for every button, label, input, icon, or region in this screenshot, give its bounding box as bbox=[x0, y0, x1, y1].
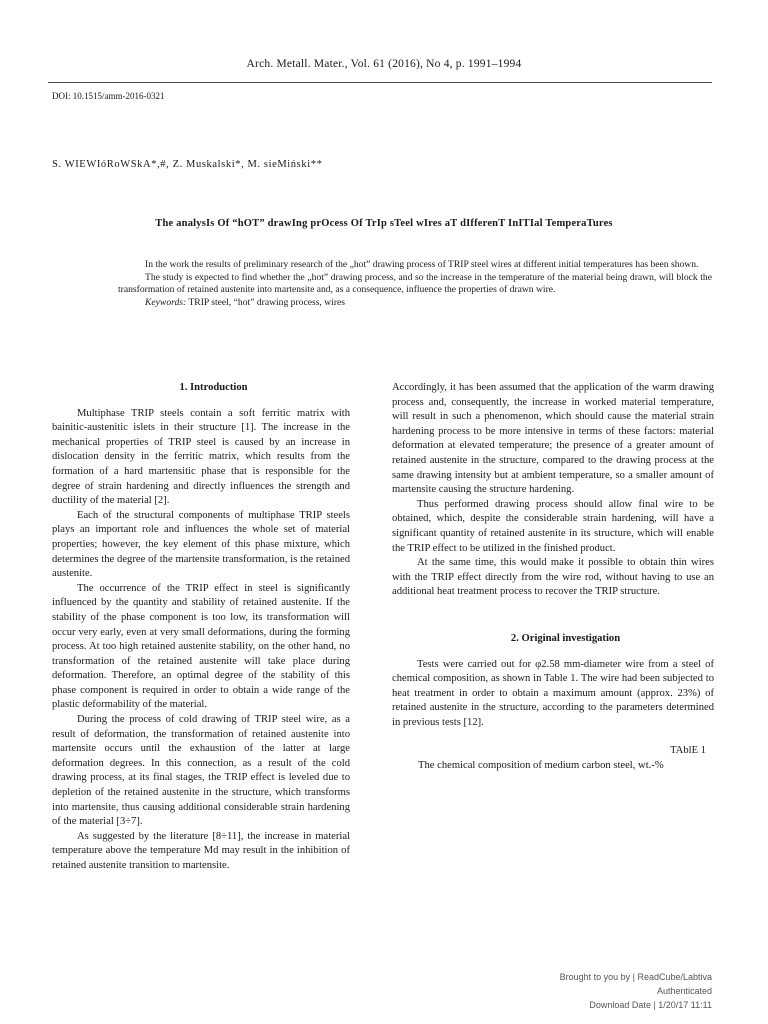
footer-authenticated: Authenticated bbox=[656, 986, 712, 996]
right-column bbox=[392, 381, 714, 774]
section-spacer bbox=[392, 600, 714, 614]
body-paragraph: During the process of cold drawing of TRIP steel wire, as a result of deformation, the transformation of retained austenite into martensite occurs until the exhaustion of the latter at large deformation degrees. In this connection, as a result of the cold drawing process, at its final stages, the TRIP effect is leveled due to depletion of the retained austenite in the structure, which transforms into martensite, thus causing additional considerable strain hardening of the material [3÷7]. bbox=[52, 714, 350, 828]
download-footer bbox=[452, 970, 712, 1012]
journal-citation: Arch. Metall. Mater., Vol. 61 (2016), No 4, p. 1991–1994 bbox=[246, 58, 522, 70]
paper-title: The analysIs Of “hOT” drawIng prOcess Of TrIp sTeel wIres aT dIfferenT InITIal TemperaTures bbox=[155, 218, 613, 229]
abstract-paragraph: The study is expected to find whether the „hot” drawing process, and so the increase in the temperature of the material being drawn, will block the transformation of retained austenite into martensite and, as a consequence, influence the properties of drawn wire. bbox=[118, 271, 712, 296]
author-list: S. WIEWIóRoWSkA*,#, Z. Muskalski*, M. sieMiński** bbox=[52, 159, 323, 170]
keywords-line bbox=[118, 297, 712, 310]
abstract-paragraph: In the work the results of preliminary research of the „hot” drawing process of TRIP steel wires at different initial temperatures has been shown. bbox=[145, 259, 699, 270]
left-column bbox=[52, 381, 350, 874]
section-heading-introduction: 1. Introduction bbox=[179, 382, 248, 393]
keywords-label: Keywords: bbox=[145, 296, 187, 308]
body-paragraph: Each of the structural components of multiphase TRIP steels plays an important role and influences the whole set of material properties; however, the key element of this phase mixture, which determines the degree of the martensite transformation, is the retained austenite. bbox=[52, 509, 350, 580]
footer-brought-by: Brought to you by | ReadCube/Labtiva bbox=[559, 972, 712, 982]
header-divider bbox=[48, 82, 712, 83]
body-paragraph: The occurrence of the TRIP effect in steel is significantly influenced by the quantity and stability of retained austenite. If the stability of the phase component is too low, its transformation will occur very early, even at very small deformations, during the forming process. At too high retained austenite stability, on the other hand, no transformation of the retained austenite will take place during deformation. Therefore, an optimal degree of the stability of this phase component is required in order to obtain a wide range of the plastic deformability of the material. bbox=[52, 582, 350, 711]
table-caption: The chemical composition of medium carbon steel, wt.-% bbox=[418, 760, 664, 772]
body-paragraph: At the same time, this would make it possible to obtain thin wires with the TRIP effect directly from the wire rod, without having to use an additional heat treatment process to recover the TRIP structure. bbox=[392, 557, 714, 598]
section-heading-original-investigation: 2. Original investigation bbox=[510, 632, 621, 644]
body-paragraph: Tests were carried out for φ2.58 mm-diameter wire from a steel of chemical composition, as shown in Table 1. The wire had been subjected to heat treatment in order to obtain a maximum amount (approx. 23%) of retained austenite in the structure, according to the parameters determined in previous tests [12]. bbox=[392, 658, 714, 728]
body-paragraph: As suggested by the literature [8÷11], the increase in material temperature above the temperature Md may result in the inhibition of retained austenite transition to martensite. bbox=[52, 830, 350, 871]
table-label: TAblE 1 bbox=[670, 745, 706, 757]
body-paragraph: Thus performed drawing process should allow final wire to be obtained, which, despite the considerable strain hardening, will have a significant quantity of retained austenite in its structure, which will enable the TRIP effect to be utilized in the finished product. bbox=[392, 498, 714, 554]
abstract bbox=[118, 259, 712, 309]
body-paragraph: Accordingly, it has been assumed that the application of the warm drawing process and, consequently, the increase in worked material temperature, will result in such a phenomenon, which should cause the material strain hardening process to be more intensive in terms of these factors: material deformation at elevated temperature; the presence of a greater amount of retained austenite in the structure, compared to the drawing process at the same drawing intensity but at ambient temperature, so a smaller amount of martensite causing the structure hardening. bbox=[392, 382, 714, 496]
body-paragraph: Multiphase TRIP steels contain a soft ferritic matrix with bainitic-austenitic islets in their structure [1]. The increase in the mechanical properties of TRIP steel is caused by an increase in dislocation density in the ferritic matrix, which results from the formation of a hard martensitic phase that is responsible for the degree of strain hardening and directly influences the strength and ductility of the material [2]. bbox=[52, 407, 350, 507]
doi-line: DOI: 10.1515/amm-2016-0321 bbox=[52, 91, 165, 101]
footer-download-date: Download Date | 1/20/17 11:11 bbox=[589, 1000, 712, 1010]
keywords-value: TRIP steel, “hot” drawing process, wires bbox=[186, 296, 346, 308]
